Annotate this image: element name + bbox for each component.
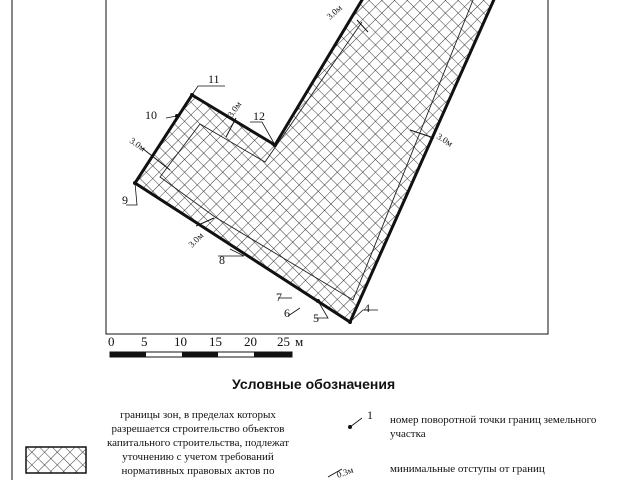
setback-label-notch: 3.0м <box>225 99 244 120</box>
scale-tick-0: 0 <box>108 334 115 349</box>
legend-setback-text: минимальные отступы от границ <box>390 463 545 475</box>
point-label-9: 9 <box>122 193 128 207</box>
legend-point-leader <box>350 418 362 427</box>
scale-tick-25: 25 <box>277 334 290 349</box>
legend-zone-swatch <box>26 447 86 473</box>
point-label-11: 11 <box>208 72 220 86</box>
setback-label-top: 3.0м <box>324 2 344 22</box>
legend-point-number: 1 <box>367 408 373 422</box>
point-label-10: 10 <box>145 108 157 122</box>
setback-label-bottom: 3.0м <box>186 230 206 250</box>
point-label-8: 8 <box>219 253 225 267</box>
legend-setback-label: 0.3м <box>335 464 355 480</box>
legend-point-text: номер поворотной точки границ земельного участка <box>390 414 597 440</box>
legend-title: Условные обозначения <box>232 376 396 392</box>
point-label-4: 4 <box>364 301 370 315</box>
scale-tick-5: 5 <box>141 334 148 349</box>
setback-label-left: 3.0м <box>127 135 148 154</box>
point-label-12: 12 <box>253 109 265 123</box>
scale-unit: м <box>295 334 304 349</box>
point-label-6: 6 <box>284 306 290 320</box>
scale-tick-15: 15 <box>209 334 222 349</box>
scale-tick-20: 20 <box>244 334 257 349</box>
legend-zone-text: границы зон, в пределах которых разрешается строительство объектов капитального строительства, подлежат уточнению с учетом требований нормативных правовых актов по <box>106 409 290 477</box>
scale-bar <box>110 352 292 357</box>
setback-label-right: 3.0м <box>434 131 455 149</box>
point-label-7: 7 <box>276 290 282 304</box>
buildable-zone-hatch <box>135 0 496 322</box>
scale-tick-10: 10 <box>174 334 187 349</box>
point-label-5: 5 <box>313 311 319 325</box>
